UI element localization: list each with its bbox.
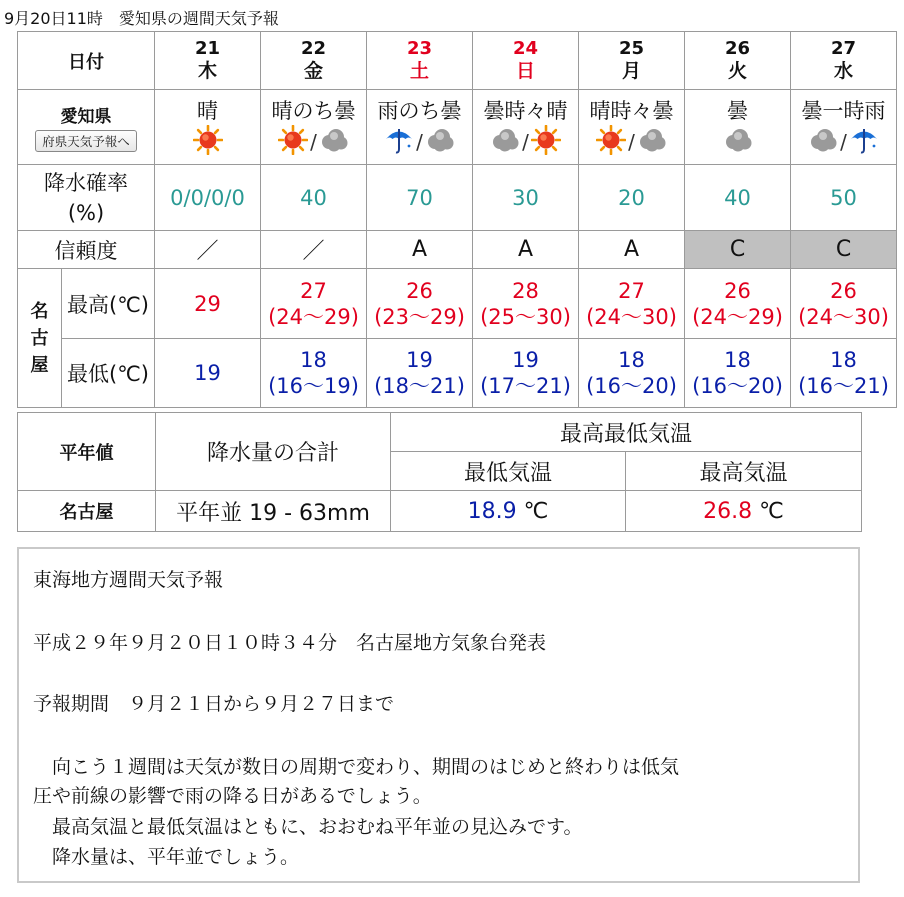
weather-label: 晴 [197,98,218,123]
icon-separator: / [522,129,529,154]
normal-values-table [17,412,862,532]
date-cell [791,32,897,90]
min-temp-cell [367,339,473,408]
min-temp-value: 18 [618,348,645,372]
normal-min-unit: ℃ [523,498,549,524]
min-temp-cell [473,339,579,408]
city-char-1: 名 [30,300,49,322]
weekly-forecast-table [17,31,897,408]
reliability-cell [473,231,579,269]
normal-label-cell [18,413,156,491]
weather-label: 曇一時雨 [801,98,886,123]
weather-label: 晴時々曇 [589,98,674,123]
reliability-value: C [835,237,852,262]
max-temp-cell [473,269,579,339]
min-temp-value: 19 [512,348,539,372]
text-issued: 平成２９年９月２０日１０時３４分 名古屋地方気象台発表 [33,632,547,654]
weather-row [18,90,897,165]
min-temp-row [18,339,897,408]
max-temp-label-cell [62,269,155,339]
weather-cell [367,90,473,165]
precip-header-cell [156,413,391,491]
cloud-icon [490,125,520,159]
forecast-text-box [17,547,860,883]
pop-cell [791,165,897,231]
min-temp-range: (18〜21) [374,374,465,398]
max-temp-range: (24〜29) [268,304,359,329]
text-body-4: 降水量は、平年並でしょう。 [33,846,300,868]
precip-header: 降水量の合計 [206,441,339,466]
date-cell [261,32,367,90]
weather-cell [685,90,791,165]
max-temp-cell [579,269,685,339]
cloud-icon [425,125,455,159]
min-temp-cell [579,339,685,408]
weekday-label: 日 [515,59,535,82]
city-char-3: 屋 [30,354,49,376]
sun-icon [596,125,626,159]
reliability-cell [155,231,261,269]
text-body-2: 圧や前線の影響で雨の降る日があるでしょう。 [33,785,432,807]
sun-icon [278,125,308,159]
reliability-label: 信頼度 [54,238,118,263]
date-cell [579,32,685,90]
date-cell [685,32,791,90]
normal-city-cell [18,491,156,532]
max-temp-label: 最高(℃) [67,292,149,317]
weather-label: 雨のち曇 [377,98,462,123]
max-header-cell [626,452,862,491]
min-temp-value: 19 [406,348,433,372]
reliability-value: C [729,237,746,262]
weather-cell [155,90,261,165]
date-label-cell [18,32,155,90]
max-temp-range: (24〜30) [798,304,889,329]
reliability-label-cell [18,231,155,269]
reliability-cell [579,231,685,269]
max-temp-cell [367,269,473,339]
max-temp-value: 26 [724,278,751,303]
pop-value: 30 [512,185,539,210]
temp-header: 最高最低気温 [560,421,693,447]
max-temp-row [18,269,897,339]
max-temp-value: 26 [830,278,857,303]
date-number: 23 [406,37,433,59]
weekday-label: 水 [833,59,853,82]
reliability-value: A [411,237,428,262]
pop-cell [367,165,473,231]
city-char-2: 古 [30,327,49,349]
max-temp-value: 29 [194,291,221,316]
icon-separator: / [310,129,317,154]
max-temp-range: (23〜29) [374,304,465,329]
pref-forecast-button[interactable]: 府県天気予報へ [35,130,137,152]
weather-label: 曇 [727,98,748,123]
reliability-cell [685,231,791,269]
min-temp-label: 最低(℃) [67,362,149,386]
weather-icons [579,125,684,159]
min-temp-value: 18 [300,348,327,372]
date-cell [473,32,579,90]
weather-icons [155,125,260,159]
weekday-label: 木 [197,59,217,82]
max-temp-range: (25〜30) [480,304,571,329]
text-body-3: 最高気温と最低気温はともに、おおむね平年並の見込みです。 [33,816,583,838]
page-title: 9月20日11時 愛知県の週間天気予報 [4,9,279,28]
pop-cell [261,165,367,231]
min-temp-range: (16〜20) [692,374,783,398]
precip-value-cell [156,491,391,532]
pop-cell [155,165,261,231]
min-temp-range: (16〜21) [798,374,889,398]
date-row [18,32,897,90]
pop-cell [579,165,685,231]
min-temp-cell [791,339,897,408]
min-temp-cell [685,339,791,408]
sun-icon [193,125,223,159]
pop-label: 降水確率 [44,170,128,195]
reliability-value: A [623,237,640,262]
max-temp-cell [685,269,791,339]
reliability-cell [261,231,367,269]
pop-row [18,165,897,231]
min-temp-cell [155,339,261,408]
weather-cell [473,90,579,165]
weather-icons [685,125,790,159]
min-header: 最低気温 [463,460,552,486]
pop-cell [473,165,579,231]
min-temp-range: (16〜20) [586,374,677,398]
temp-header-cell [391,413,862,452]
pop-cell [685,165,791,231]
date-cell [367,32,473,90]
max-temp-value: 26 [406,278,433,303]
max-temp-cell [261,269,367,339]
cloud-icon [319,125,349,159]
pop-value: 0/0/0/0 [170,185,245,210]
icon-separator: / [840,129,847,154]
reliability-row [18,231,897,269]
date-number: 27 [830,37,857,59]
reliability-value: A [517,237,534,262]
normal-max-unit: ℃ [759,498,784,524]
precip-value: 平年並 19 - 63mm [176,500,370,526]
weather-label: 曇時々晴 [483,98,568,123]
date-cell [155,32,261,90]
min-temp-value: 19 [194,361,221,385]
normal-label: 平年値 [59,442,114,464]
cloud-icon [723,125,753,159]
date-label: 日付 [68,51,104,73]
weather-cell [579,90,685,165]
weather-label: 晴のち曇 [271,98,356,123]
normal-city: 名古屋 [59,502,114,523]
reliability-value: ／ [302,239,325,264]
date-number: 21 [194,37,221,59]
min-header-cell [391,452,626,491]
weekday-label: 月 [621,59,641,82]
weather-cell [791,90,897,165]
weather-icons [791,125,896,159]
icon-separator: / [416,129,423,154]
max-temp-range: (24〜30) [586,304,677,329]
weekday-label: 金 [303,59,323,82]
weekday-label: 火 [727,59,747,82]
reliability-value: ／ [196,239,219,264]
cloud-icon [637,125,667,159]
min-temp-range: (16〜19) [268,374,359,398]
sun-icon [531,125,561,159]
max-temp-range: (24〜29) [692,304,783,329]
cloud-icon [808,125,838,159]
pop-value: 40 [300,185,327,210]
max-temp-cell [791,269,897,339]
region-cell [18,90,155,165]
min-temp-value: 18 [830,348,857,372]
text-body-1: 向こう１週間は天気が数日の周期で変わり、期間のはじめと終わりは低気 [33,756,680,778]
normal-min-cell [391,491,626,532]
umbrella-icon [849,125,879,159]
weather-icons [473,125,578,159]
normal-max-value: 26.8 [703,498,753,524]
date-number: 25 [618,37,645,59]
city-vertical-cell [18,269,62,408]
weather-icons [367,125,472,159]
text-title: 東海地方週間天気予報 [33,569,224,591]
reliability-cell [791,231,897,269]
date-number: 24 [512,37,539,59]
normal-max-cell [626,491,862,532]
reliability-cell [367,231,473,269]
weather-icons [261,125,366,159]
pop-value: 20 [618,185,645,210]
date-number: 26 [724,37,751,59]
weekday-label: 土 [409,59,429,82]
min-temp-range: (17〜21) [480,374,571,398]
weather-cell [261,90,367,165]
min-temp-label-cell [62,339,155,408]
pop-value: 70 [406,185,433,210]
region-label: 愛知県 [60,107,112,127]
pop-value: 40 [724,185,751,210]
max-temp-value: 27 [618,278,645,303]
max-temp-cell [155,269,261,339]
pop-value: 50 [830,185,857,210]
date-number: 22 [300,37,327,59]
min-temp-value: 18 [724,348,751,372]
text-period: 予報期間 ９月２１日から９月２７日まで [33,693,395,715]
max-temp-value: 28 [512,278,539,303]
max-temp-value: 27 [300,278,327,303]
pop-unit-label: (%) [67,200,105,225]
normal-min-value: 18.9 [467,498,517,524]
min-temp-cell [261,339,367,408]
max-header: 最高気温 [699,460,788,486]
icon-separator: / [628,129,635,154]
pop-label-cell [18,165,155,231]
umbrella-icon [384,125,414,159]
